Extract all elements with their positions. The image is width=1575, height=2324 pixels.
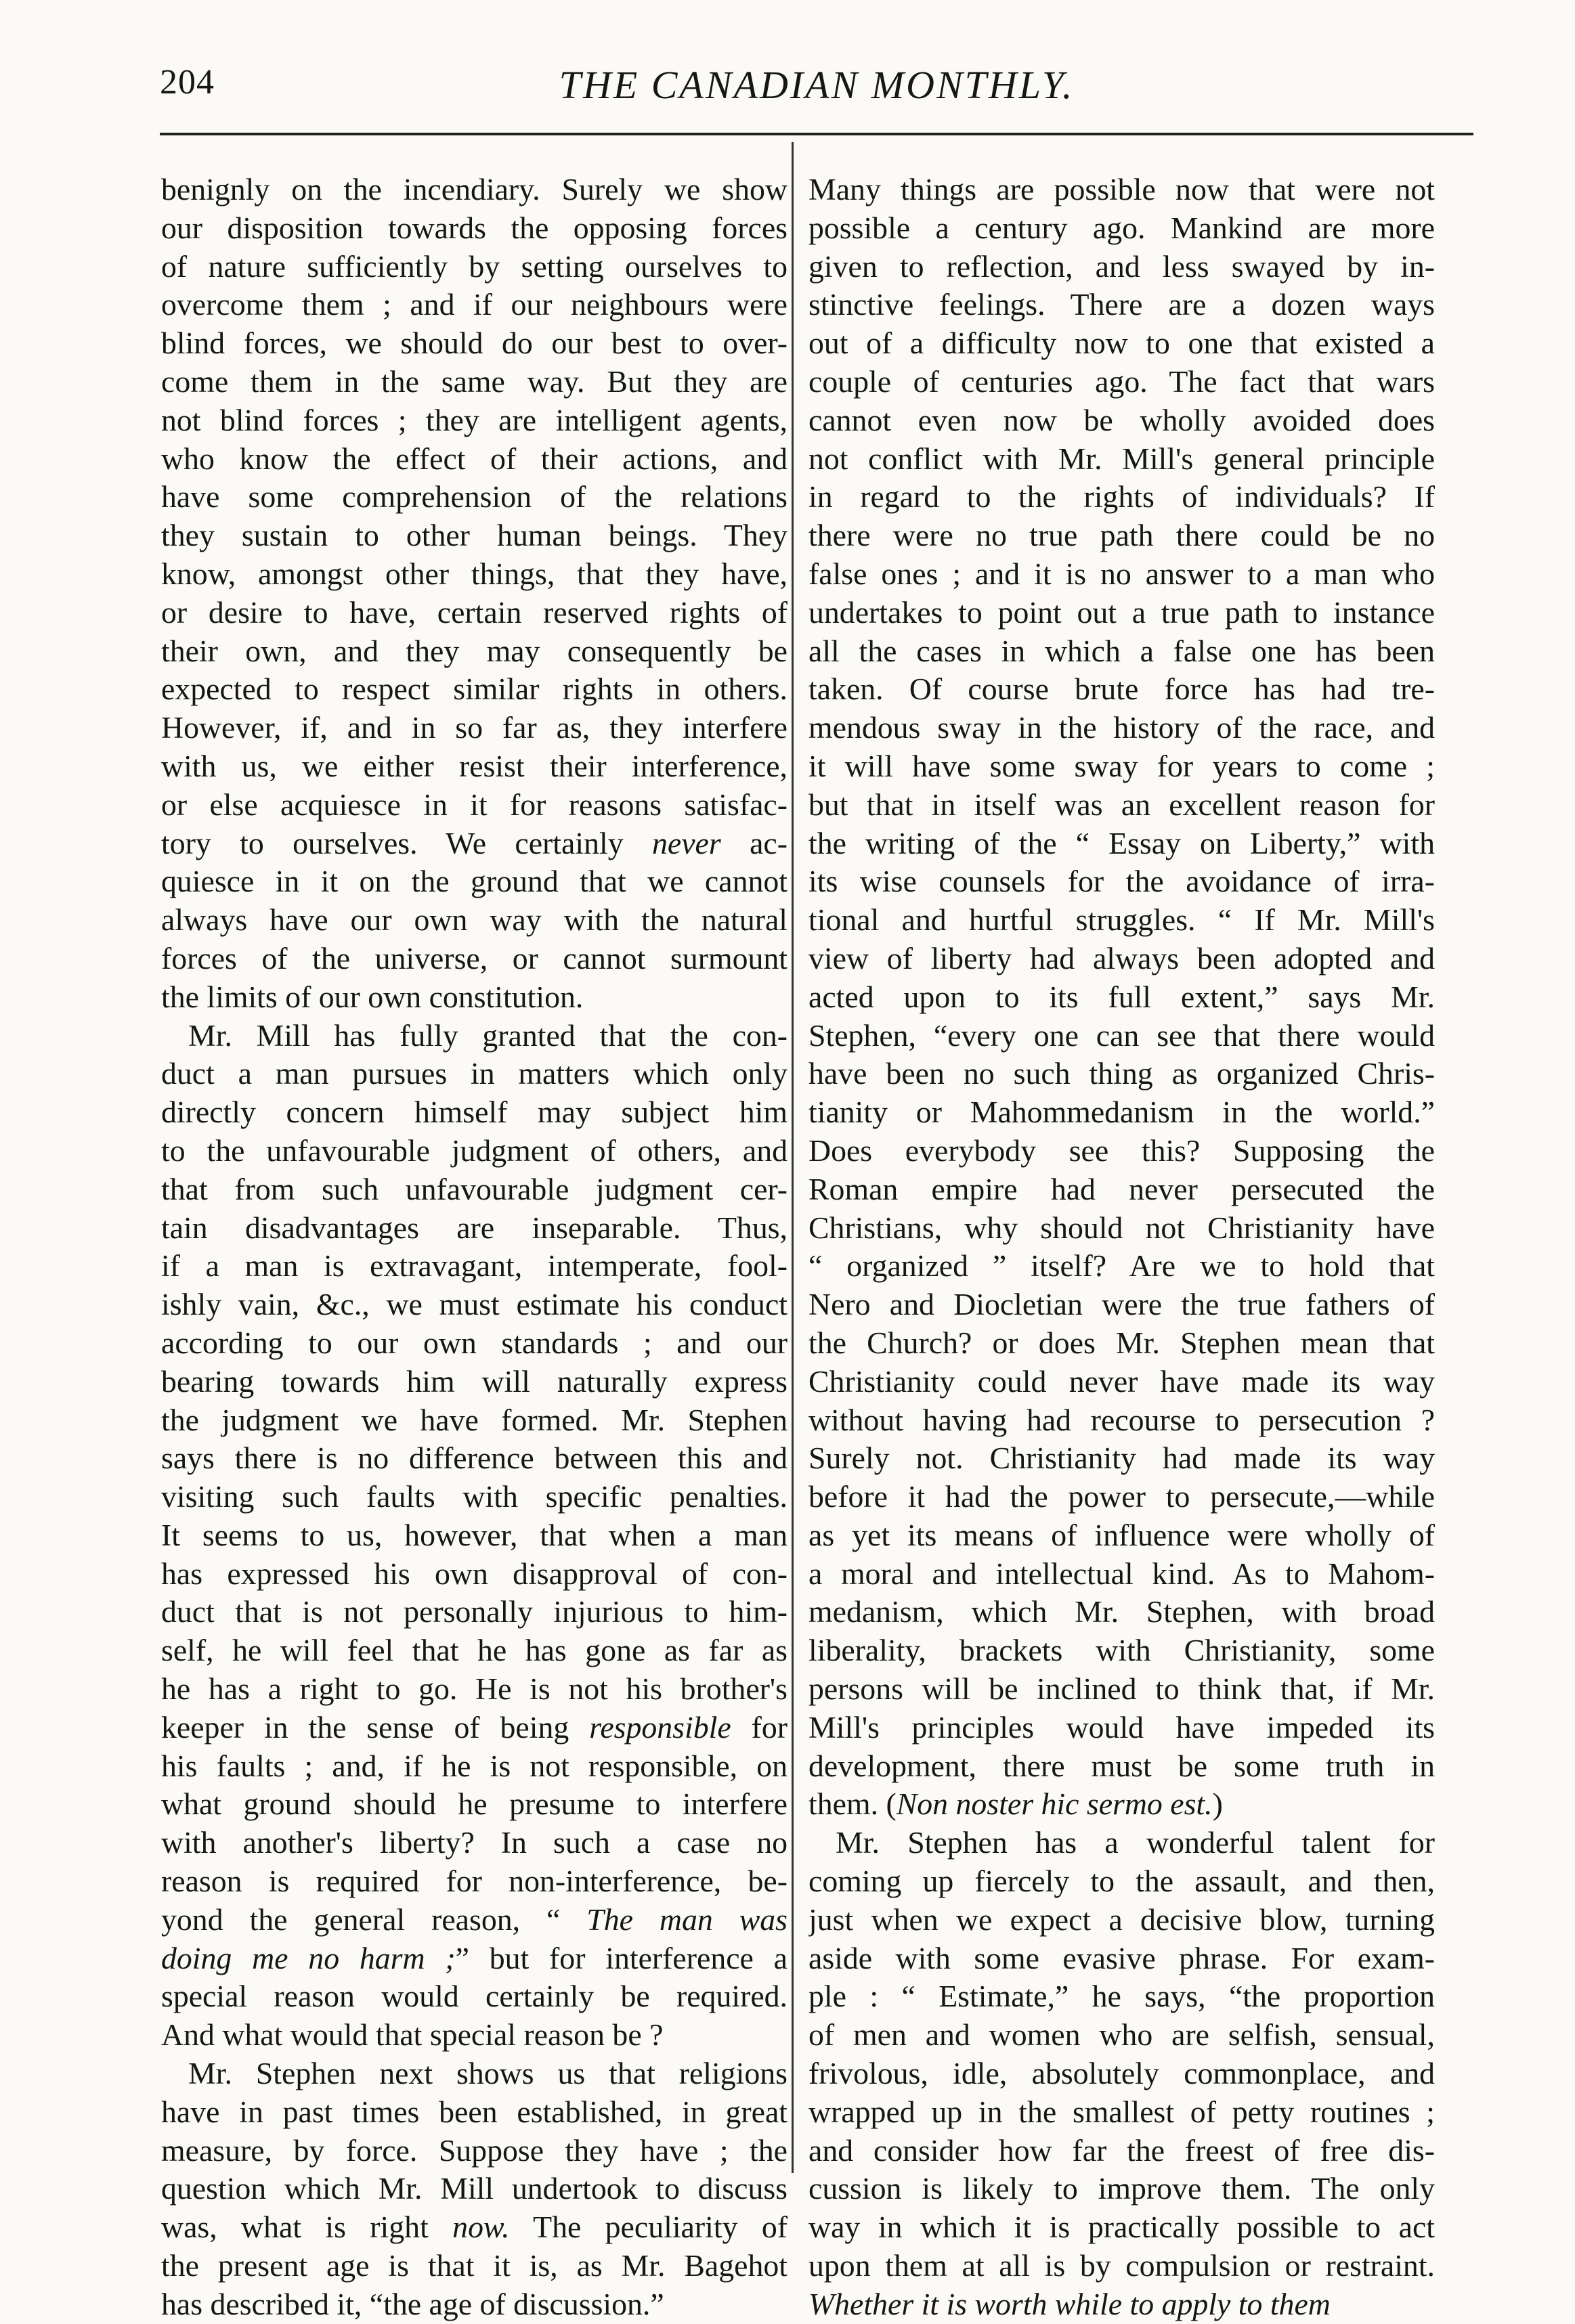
text-run: have in past times been established, in great xyxy=(161,2094,788,2129)
text-run: just when we expect a decisive blow, turning xyxy=(808,1902,1435,1937)
text-run: self, he will feel that he has gone as far as xyxy=(161,1633,788,1668)
text-run: but that in itself was an excellent reason for xyxy=(808,787,1435,822)
text-run: bearing towards him will naturally express xyxy=(161,1363,788,1399)
text-line xyxy=(161,1555,788,1594)
italic-text: Non noster hic sermo est. xyxy=(896,1786,1213,1822)
text-run: “ organized ” itself? Are we to hold that xyxy=(808,1248,1435,1284)
text-line xyxy=(808,978,1435,1017)
text-line xyxy=(808,555,1435,594)
text-run: have been no such thing as organized Chris- xyxy=(808,1056,1435,1091)
text-run: with us, we either resist their interference, xyxy=(161,748,788,783)
text-line xyxy=(808,1055,1435,1093)
text-run: always have our own way with the natural xyxy=(161,902,788,938)
italic-text: Whether it is worth while to apply to them xyxy=(808,2286,1331,2321)
text-line xyxy=(808,1516,1435,1555)
text-line xyxy=(808,517,1435,555)
text-line xyxy=(808,1824,1435,1862)
text-line xyxy=(808,2132,1435,2170)
text-line xyxy=(808,901,1435,940)
text-run: stinctive feelings. There are a dozen ways xyxy=(808,287,1435,322)
text-line xyxy=(161,747,788,786)
italic-text: responsible xyxy=(589,1709,731,1745)
text-line xyxy=(161,2132,788,2170)
text-line xyxy=(161,1055,788,1093)
text-line xyxy=(161,940,788,978)
text-line xyxy=(161,1862,788,1901)
text-run: Christianity could never have made its way xyxy=(808,1363,1435,1399)
text-line xyxy=(161,1478,788,1516)
text-run: Stephen, “every one can see that there would xyxy=(808,1017,1435,1053)
text-run: given to reflection, and less swayed by in- xyxy=(808,248,1435,284)
text-line xyxy=(808,1247,1435,1286)
text-line xyxy=(161,1017,788,1055)
text-run: according to our own standards ; and our xyxy=(161,1325,788,1360)
text-run: quiesce in it on the ground that we cannot xyxy=(161,864,788,899)
text-run: forces of the universe, or cannot surmount xyxy=(161,940,788,975)
text-line xyxy=(808,940,1435,978)
text-run: blind forces, we should do our best to over- xyxy=(161,326,788,361)
text-line xyxy=(808,286,1435,324)
text-line xyxy=(161,2208,788,2247)
text-run: his faults ; and, if he is not responsible, on xyxy=(161,1748,788,1783)
text-line xyxy=(161,2285,788,2324)
text-run: there were no true path there could be no xyxy=(808,518,1435,553)
text-run: of nature sufficiently by setting ourselves to xyxy=(161,248,788,284)
text-line xyxy=(161,1670,788,1709)
text-run: However, if, and in so far as, they interfere xyxy=(161,710,788,745)
column-divider xyxy=(792,142,794,2173)
text-run: and consider how far the freest of free dis- xyxy=(808,2132,1435,2168)
text-run: cannot even now be wholly avoided does xyxy=(808,402,1435,437)
text-run: as yet its means of influence were wholly of xyxy=(808,1517,1435,1552)
text-run: directly concern himself may subject him xyxy=(161,1095,788,1130)
running-header xyxy=(160,57,1473,125)
text-line xyxy=(161,1747,788,1786)
text-run: without having had recourse to persecution ? xyxy=(808,1402,1435,1437)
text-line xyxy=(808,1939,1435,1978)
text-line xyxy=(161,1132,788,1170)
italic-text: now. xyxy=(452,2210,510,2245)
text-line xyxy=(161,363,788,401)
text-run: in regard to the rights of individuals? If xyxy=(808,479,1435,514)
text-run: with another's liberty? In such a case no xyxy=(161,1825,788,1860)
text-line xyxy=(808,440,1435,479)
italic-text: never xyxy=(652,825,721,860)
text-line xyxy=(808,786,1435,825)
text-run: coming up fiercely to the assault, and then, xyxy=(808,1864,1435,1899)
text-run: medanism, which Mr. Stephen, with broad xyxy=(808,1594,1435,1629)
text-run: tain disadvantages are inseparable. Thus, xyxy=(161,1210,788,1245)
text-run: of men and women who are selfish, sensual, xyxy=(808,2017,1435,2053)
text-line xyxy=(161,1439,788,1478)
text-run: Christians, why should not Christianity have xyxy=(808,1210,1435,1245)
text-line xyxy=(161,901,788,940)
text-run: tianity or Mahommedanism in the world.” xyxy=(808,1095,1435,1130)
text-run: measure, by force. Suppose they have ; the xyxy=(161,2132,788,2168)
italic-text: doing me no harm ; xyxy=(161,1940,456,1975)
text-run: taken. Of course brute force has had tre- xyxy=(808,672,1435,707)
text-line xyxy=(808,209,1435,248)
text-run: duct that is not personally injurious to him- xyxy=(161,1594,788,1629)
text-run: out of a difficulty now to one that existed a xyxy=(808,326,1435,361)
text-run: them. ( xyxy=(808,1786,897,1822)
text-line xyxy=(808,1977,1435,2016)
text-run: Mr. Mill has fully granted that the con- xyxy=(188,1017,788,1053)
text-line xyxy=(808,2093,1435,2132)
header-rule xyxy=(160,133,1473,135)
text-run: reason is required for non-interference, be- xyxy=(161,1864,788,1899)
text-run: tional and hurtful struggles. “ If Mr. Mill's xyxy=(808,902,1435,938)
text-line xyxy=(808,1555,1435,1594)
text-line xyxy=(161,401,788,440)
text-line xyxy=(161,594,788,632)
text-run: it will have some sway for years to come ; xyxy=(808,748,1435,783)
text-line xyxy=(808,747,1435,786)
text-line xyxy=(161,248,788,286)
text-run: development, there must be some truth in xyxy=(808,1748,1435,1783)
text-run: persons will be inclined to think that, if Mr. xyxy=(808,1671,1435,1707)
text-line xyxy=(808,1747,1435,1786)
text-line xyxy=(808,670,1435,709)
text-line xyxy=(808,594,1435,632)
text-run: was, what is right xyxy=(161,2210,453,2245)
text-line xyxy=(808,1286,1435,1324)
text-run: undertakes to point out a true path to instance xyxy=(808,594,1435,630)
text-run: keeper in the sense of being xyxy=(161,1709,590,1745)
text-line xyxy=(808,324,1435,363)
text-line xyxy=(161,978,788,1017)
text-run: not blind forces ; they are intelligent agents, xyxy=(161,402,788,437)
text-run: Surely not. Christianity had made its way xyxy=(808,1441,1435,1476)
text-run: for xyxy=(731,1709,788,1745)
text-line xyxy=(161,1824,788,1862)
text-line xyxy=(161,862,788,901)
left-column xyxy=(161,171,788,2324)
text-run: Roman empire had never persecuted the xyxy=(808,1171,1435,1206)
text-line xyxy=(161,1901,788,1939)
text-line xyxy=(161,2170,788,2208)
text-run: false ones ; and it is no answer to a man who xyxy=(808,556,1435,591)
text-line xyxy=(161,709,788,747)
text-line xyxy=(161,478,788,517)
italic-text: The man was xyxy=(586,1902,788,1937)
text-run: come them in the same way. But they are xyxy=(161,364,788,399)
text-run: they sustain to other human beings. They xyxy=(161,518,788,553)
text-line xyxy=(808,632,1435,671)
text-line xyxy=(161,171,788,209)
text-run: all the cases in which a false one has been xyxy=(808,633,1435,668)
text-line xyxy=(808,478,1435,517)
text-line xyxy=(808,862,1435,901)
text-line xyxy=(161,2247,788,2285)
text-line xyxy=(808,1785,1435,1824)
text-run: liberality, brackets with Christianity, some xyxy=(808,1633,1435,1668)
text-run: the writing of the “ Essay on Liberty,” with xyxy=(808,825,1435,860)
text-run: ple : “ Estimate,” he says, “the proportion xyxy=(808,1979,1435,2014)
text-run: yond the general reason, “ xyxy=(161,1902,587,1937)
text-run: Nero and Diocletian were the true fathers of xyxy=(808,1287,1435,1322)
text-line xyxy=(161,1247,788,1286)
text-run: wrapped up in the smallest of petty routines ; xyxy=(808,2094,1435,2129)
text-line xyxy=(161,786,788,825)
text-run: And what would that special reason be ? xyxy=(161,2017,664,2053)
text-line xyxy=(808,1017,1435,1055)
text-run: special reason would certainly be required. xyxy=(161,1979,788,2014)
text-run: It seems to us, however, that when a man xyxy=(161,1517,788,1552)
text-line xyxy=(161,324,788,363)
text-run: their own, and they may consequently be xyxy=(161,633,788,668)
text-line xyxy=(161,1363,788,1401)
text-run: possible a century ago. Mankind are more xyxy=(808,210,1435,245)
text-line xyxy=(161,1977,788,2016)
text-line xyxy=(161,1170,788,1209)
text-line xyxy=(808,363,1435,401)
text-run: has described it, “the age of discussion.” xyxy=(161,2286,664,2321)
text-run: Mill's principles would have impeded its xyxy=(808,1709,1435,1745)
text-run: question which Mr. Mill undertook to discuss xyxy=(161,2171,788,2206)
text-line xyxy=(808,1862,1435,1901)
text-line xyxy=(808,401,1435,440)
text-line xyxy=(161,670,788,709)
text-run: the judgment we have formed. Mr. Stephen xyxy=(161,1402,788,1437)
text-run: tory to ourselves. We certainly xyxy=(161,825,652,860)
text-run: the limits of our own constitution. xyxy=(161,979,584,1014)
text-run: a moral and intellectual kind. As to Mahom- xyxy=(808,1556,1435,1591)
text-run: ac- xyxy=(720,825,788,860)
text-run: not conflict with Mr. Mill's general principle xyxy=(808,441,1435,476)
text-run: Many things are possible now that were not xyxy=(808,172,1435,206)
text-run: couple of centuries ago. The fact that wars xyxy=(808,364,1435,399)
text-line xyxy=(161,632,788,671)
text-run: if a man is extravagant, intemperate, fool- xyxy=(161,1248,788,1284)
text-line xyxy=(808,1324,1435,1363)
text-line xyxy=(808,248,1435,286)
text-run: Mr. Stephen next shows us that religions xyxy=(188,2056,788,2091)
text-run: the Church? or does Mr. Stephen mean that xyxy=(808,1325,1435,1360)
text-line xyxy=(161,1209,788,1248)
text-line xyxy=(161,440,788,479)
text-line xyxy=(161,1593,788,1631)
text-line xyxy=(808,2170,1435,2208)
text-run: ) xyxy=(1212,1786,1223,1822)
text-run: that from such unfavourable judgment cer- xyxy=(161,1171,788,1206)
text-line xyxy=(808,1670,1435,1709)
text-run: has expressed his own disapproval of con- xyxy=(161,1556,788,1591)
text-run: what ground should he presume to interfere xyxy=(161,1786,788,1822)
text-run: or else acquiesce in it for reasons satisfac- xyxy=(161,787,788,822)
text-line xyxy=(161,2016,788,2055)
text-line xyxy=(808,2247,1435,2285)
text-run: says there is no difference between this and xyxy=(161,1441,788,1476)
text-line xyxy=(161,825,788,863)
text-line xyxy=(808,2208,1435,2247)
text-run: way in which it is practically possible to act xyxy=(808,2210,1435,2245)
text-run: expected to respect similar rights in others. xyxy=(161,672,788,707)
text-run: visiting such faults with specific penalties. xyxy=(161,1479,788,1514)
text-line xyxy=(161,286,788,324)
text-run: Does everybody see this? Supposing the xyxy=(808,1133,1435,1168)
text-run: he has a right to go. He is not his brother's xyxy=(161,1671,788,1707)
text-run: frivolous, idle, absolutely commonplace, and xyxy=(808,2056,1435,2091)
text-run: cussion is likely to improve them. The only xyxy=(808,2171,1435,2206)
text-line xyxy=(808,1363,1435,1401)
text-line xyxy=(808,171,1435,209)
text-line xyxy=(808,1901,1435,1939)
text-line xyxy=(161,1401,788,1440)
text-line xyxy=(808,2016,1435,2055)
right-column xyxy=(808,171,1435,2324)
text-line xyxy=(161,1631,788,1670)
text-run: view of liberty had always been adopted and xyxy=(808,940,1435,975)
text-run: acted upon to its full extent,” says Mr. xyxy=(808,979,1435,1014)
text-line xyxy=(161,209,788,248)
text-line xyxy=(808,1631,1435,1670)
text-line xyxy=(808,1478,1435,1516)
text-run: upon them at all is by compulsion or restraint. xyxy=(808,2248,1435,2283)
text-run: aside with some evasive phrase. For exam- xyxy=(808,1940,1435,1975)
text-run: benignly on the incendiary. Surely we show xyxy=(161,172,788,206)
text-line xyxy=(161,1709,788,1747)
text-run: its wise counsels for the avoidance of irra- xyxy=(808,864,1435,899)
text-line xyxy=(808,1093,1435,1132)
text-line xyxy=(161,1286,788,1324)
text-run: mendous sway in the history of the race, and xyxy=(808,710,1435,745)
text-line xyxy=(808,1709,1435,1747)
text-line xyxy=(808,2285,1435,2324)
text-run: ” but for interference a xyxy=(455,1940,788,1975)
text-line xyxy=(808,1439,1435,1478)
text-line xyxy=(808,1170,1435,1209)
text-run: know, amongst other things, that they have, xyxy=(161,556,788,591)
page-number: 204 xyxy=(160,63,215,102)
text-run: before it had the power to persecute,—while xyxy=(808,1479,1435,1514)
text-line xyxy=(161,2055,788,2093)
text-line xyxy=(808,1132,1435,1170)
text-run: Mr. Stephen has a wonderful talent for xyxy=(836,1825,1435,1860)
text-line xyxy=(161,555,788,594)
text-line xyxy=(161,1516,788,1555)
text-line xyxy=(161,517,788,555)
text-run: or desire to have, certain reserved rights of xyxy=(161,594,788,630)
text-line xyxy=(808,2055,1435,2093)
text-run: duct a man pursues in matters which only xyxy=(161,1056,788,1091)
text-line xyxy=(161,1093,788,1132)
text-line xyxy=(161,1324,788,1363)
text-run: our disposition towards the opposing forces xyxy=(161,210,788,245)
text-line xyxy=(808,825,1435,863)
text-line xyxy=(808,709,1435,747)
text-line xyxy=(808,1593,1435,1631)
text-line xyxy=(161,1939,788,1978)
text-line xyxy=(808,1401,1435,1440)
text-run: to the unfavourable judgment of others, and xyxy=(161,1133,788,1168)
text-line xyxy=(161,1785,788,1824)
text-run: the present age is that it is, as Mr. Bagehot xyxy=(161,2248,788,2283)
text-run: The peculiarity of xyxy=(509,2210,788,2245)
text-line xyxy=(161,2093,788,2132)
text-run: have some comprehension of the relations xyxy=(161,479,788,514)
text-run: overcome them ; and if our neighbours were xyxy=(161,287,788,322)
running-title: THE CANADIAN MONTHLY. xyxy=(559,63,1075,107)
text-run: ishly vain, &c., we must estimate his conduct xyxy=(161,1287,788,1322)
text-run: who know the effect of their actions, and xyxy=(161,441,788,476)
text-line xyxy=(808,1209,1435,1248)
